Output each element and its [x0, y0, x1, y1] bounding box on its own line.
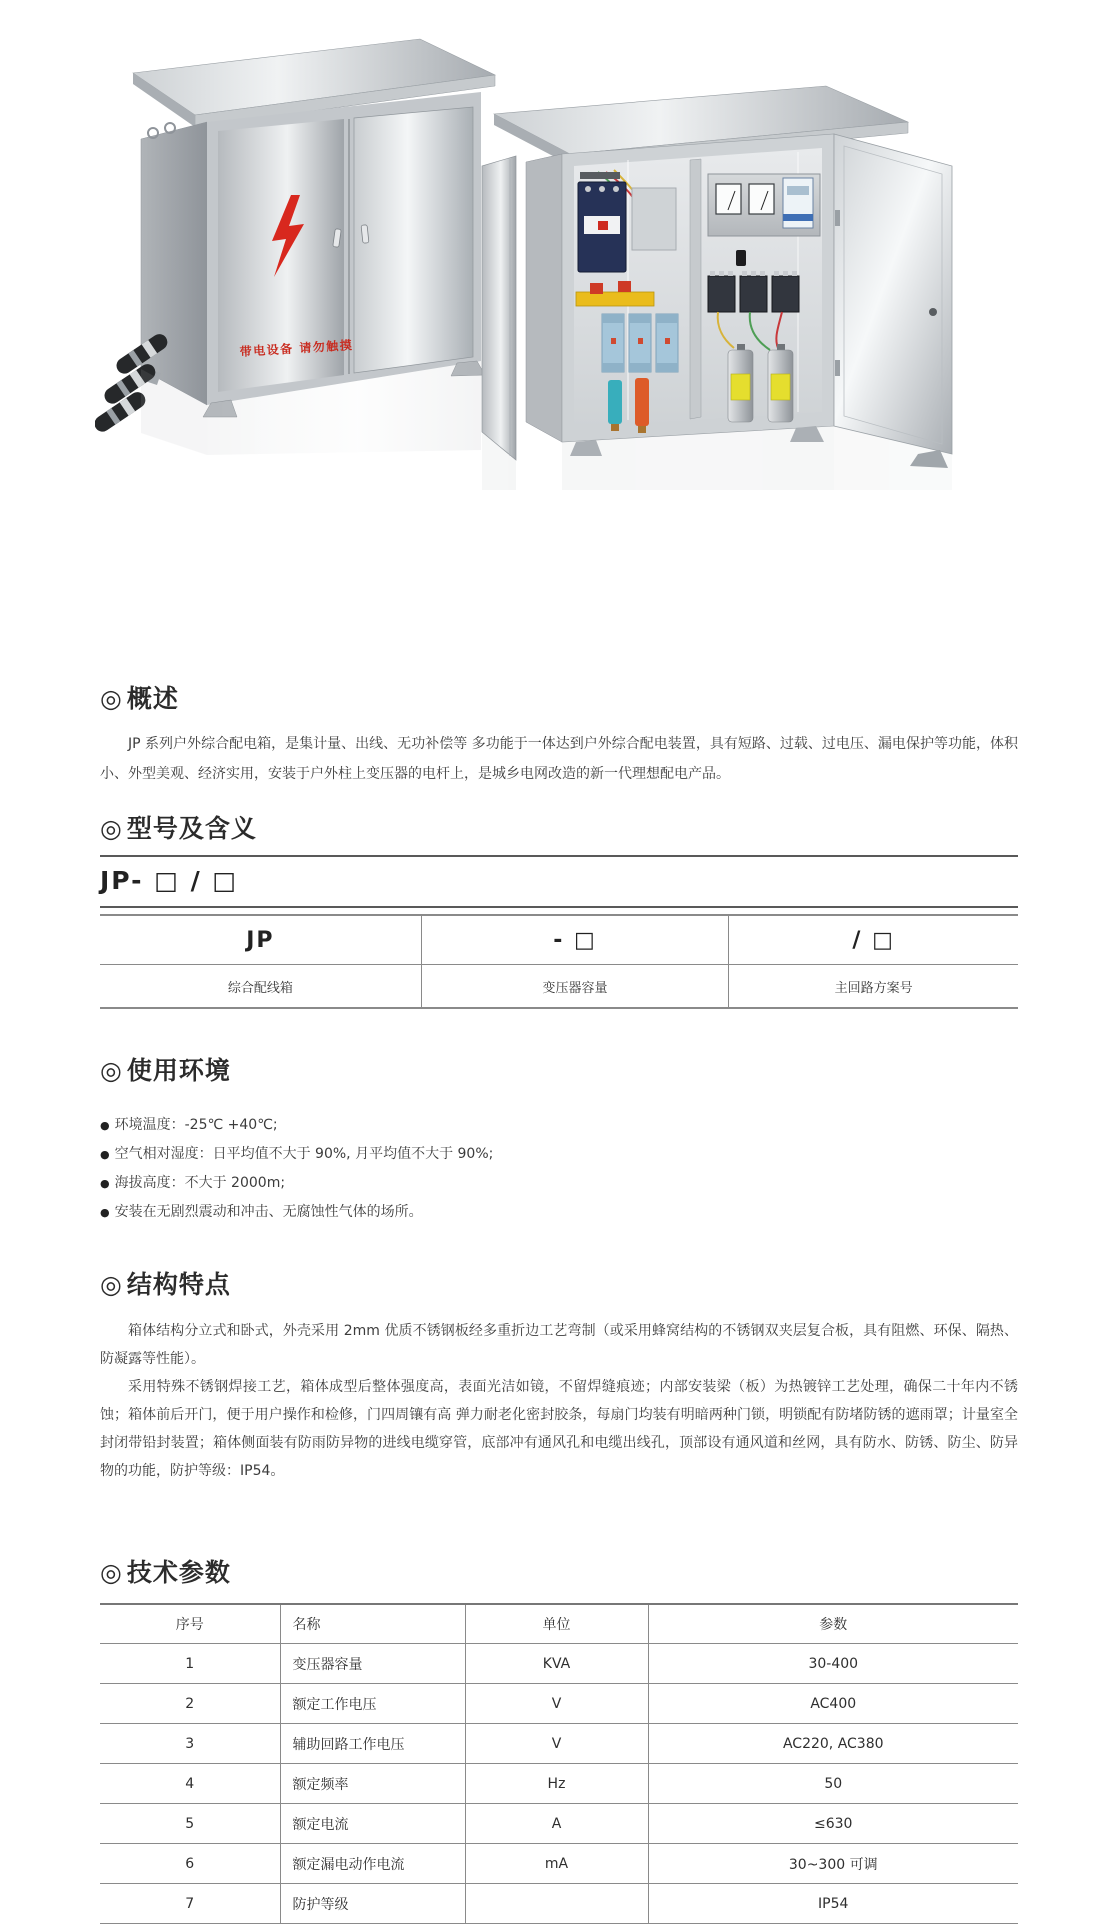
model-capacity-label: 变压器容量	[421, 965, 729, 1009]
list-item: ● 海拔高度：不大于 2000m;	[100, 1169, 1018, 1198]
section-structure	[100, 1269, 1018, 1485]
section-model-meaning	[100, 813, 1018, 1009]
section-marker-icon: ◎	[100, 1558, 123, 1587]
table-row: 3 辅助回路工作电压 V AC220, AC380	[100, 1724, 1018, 1764]
section-title-text: 技术参数	[126, 1558, 231, 1587]
section-title-overview	[100, 683, 1018, 715]
structure-paragraph-2: 采用特殊不锈钢焊接工艺，箱体成型后整体强度高，表面光洁如镜，不留焊缝痕迹；内部安装梁（板）为热镀锌工艺处理，确保二十年内不锈蚀；箱体前后开门，便于用户操作和检修，门四周镶有高 弹力耐老化密封胶条，每扇门均装有明暗两种门锁，明锁配有防堵防锈的遮雨罩；计量室全封闭带铅封装置；箱体侧面装有防雨防异物的进线电缆穿管，底部冲有通风孔和电缆出线孔，顶部设有通风道和丝网，具有防水、防锈、防尘、防异物的功能，防护等级：IP54。	[100, 1379, 1018, 1479]
section-title-text: 型号及含义	[126, 814, 257, 843]
bullet-icon: ●	[100, 1119, 110, 1132]
model-code: JP- □ / □	[100, 857, 1018, 908]
col-header-name: 名称	[280, 1604, 465, 1644]
section-marker-icon: ◎	[100, 814, 123, 843]
open-door-left	[482, 156, 516, 460]
section-title-structure	[100, 1269, 1018, 1301]
list-item: ● 空气相对湿度：日平均值不大于 90%, 月平均值不大于 90%;	[100, 1140, 1018, 1169]
table-row: 4 额定频率 Hz 50	[100, 1764, 1018, 1804]
table-row	[100, 915, 1018, 965]
table-row: 7 防护等级 IP54	[100, 1884, 1018, 1924]
busbar	[576, 292, 654, 306]
section-title-model	[100, 813, 1018, 857]
contactors	[708, 271, 799, 312]
tech-parameters-table	[100, 1603, 1018, 1924]
section-tech-parameters	[100, 1557, 1018, 1924]
bullet-icon: ●	[100, 1177, 110, 1190]
fuse-cylinder	[635, 378, 649, 426]
section-overview	[100, 683, 1018, 789]
cabinet-door-right	[354, 107, 473, 373]
section-title-text: 概述	[126, 684, 179, 713]
surge-arresters	[602, 314, 678, 372]
section-marker-icon: ◎	[100, 1056, 123, 1085]
open-door-right	[834, 134, 952, 454]
model-prefix-label: 综合配线箱	[100, 965, 421, 1009]
model-scheme-label: 主回路方案号	[729, 965, 1018, 1009]
hinge-icon	[835, 210, 840, 226]
structure-paragraph-1: 箱体结构分立式和卧式，外壳采用 2mm 优质不锈钢板经多重折边工艺弯制（或采用蜂窝结构的不锈钢双夹层复合板，具有阻燃、环保、隔热、防凝露等性能）。	[100, 1323, 1018, 1367]
product-photo-closed-cabinet	[95, 25, 500, 455]
model-scheme-cell: / □	[729, 915, 1018, 965]
col-header-index: 序号	[100, 1604, 280, 1644]
section-title-tech	[100, 1557, 1018, 1589]
table-row	[100, 965, 1018, 1009]
cabinet-open	[482, 86, 952, 490]
bullet-icon: ●	[100, 1148, 110, 1161]
section-marker-icon: ◎	[100, 1270, 123, 1299]
cabinet-closed	[95, 39, 495, 455]
environment-list	[100, 1111, 1018, 1227]
toggle-switch	[736, 250, 746, 266]
col-header-unit: 单位	[465, 1604, 648, 1644]
overview-paragraph: JP 系列户外综合配电箱，是集计量、出线、无功补偿等 多功能于一体达到户外综合配电装置，具有短路、过载、过电压、漏电保护等功能，体积小、外型美观、经济实用，安装于户外柱上变压器的电杆上，是城乡电网改造的新一代理想配电产品。	[100, 736, 1018, 782]
section-title-text: 结构特点	[126, 1270, 231, 1299]
list-item: ● 环境温度：-25℃ +40℃;	[100, 1111, 1018, 1140]
section-marker-icon: ◎	[100, 684, 123, 713]
door-lock-icon	[929, 308, 937, 316]
model-meaning-table	[100, 914, 1018, 1009]
product-photos	[0, 0, 1100, 500]
list-item: ● 安装在无剧烈震动和冲击、无腐蚀性气体的场所。	[100, 1198, 1018, 1227]
warning-label: 带电设备 请勿触摸	[239, 338, 354, 359]
cabinet-side-panel	[141, 122, 207, 405]
model-prefix-cell: JP	[100, 915, 421, 965]
table-header-row	[100, 1604, 1018, 1644]
table-row: 6 额定漏电动作电流 mA 30~300 可调	[100, 1844, 1018, 1884]
compartment-divider	[690, 159, 701, 419]
table-row: 1 变压器容量 KVA 30-400	[100, 1644, 1018, 1684]
document-body	[100, 683, 1018, 1924]
hinge-icon	[835, 360, 840, 376]
model-capacity-cell: - □	[421, 915, 729, 965]
col-header-param: 参数	[648, 1604, 1018, 1644]
section-title-text: 使用环境	[126, 1056, 231, 1085]
bullet-icon: ●	[100, 1206, 110, 1219]
product-photo-open-cabinet	[478, 60, 958, 490]
section-title-environment	[100, 1055, 1018, 1087]
table-row: 5 额定电流 A ≤630	[100, 1804, 1018, 1844]
section-environment	[100, 1055, 1018, 1227]
fuse-cylinder	[608, 380, 622, 424]
table-row: 2 额定工作电压 V AC400	[100, 1684, 1018, 1724]
